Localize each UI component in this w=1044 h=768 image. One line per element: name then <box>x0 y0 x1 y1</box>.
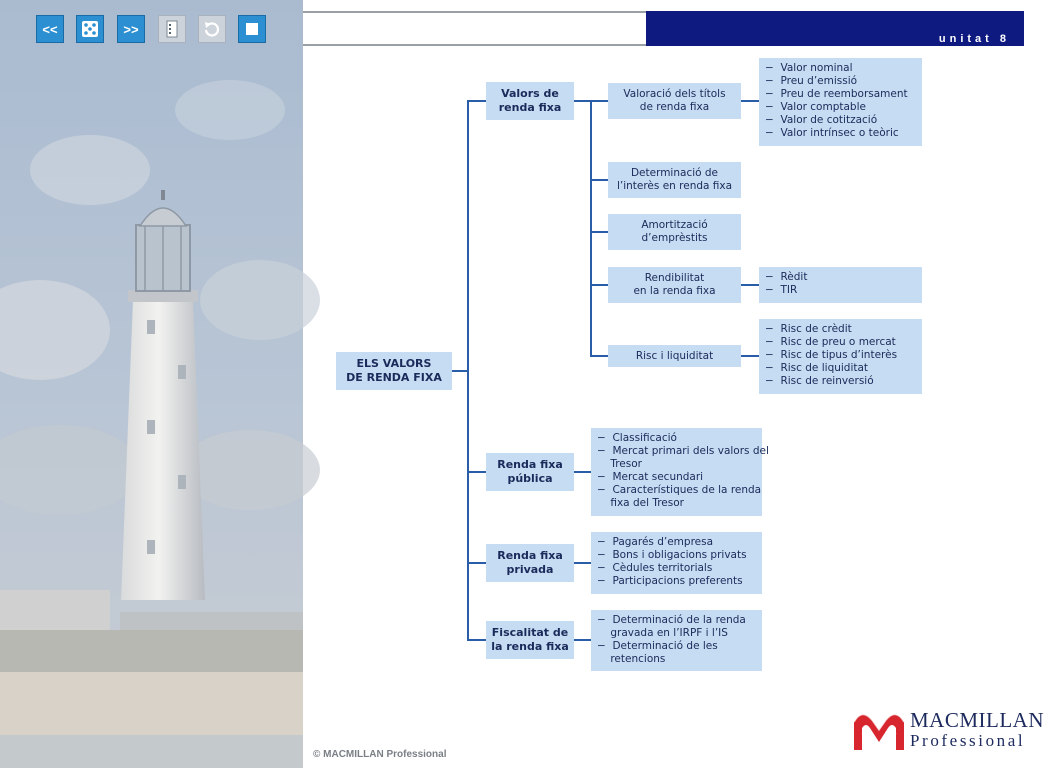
list-valoracio <box>759 58 922 146</box>
root-line1: ELS VALORS <box>356 357 432 370</box>
list-privada <box>591 532 762 594</box>
node-privada <box>486 544 574 582</box>
node-amortitzacio <box>608 214 741 250</box>
macmillan-logo <box>852 706 1044 756</box>
root-line2: DE RENDA FIXA <box>346 371 442 384</box>
connector <box>467 562 486 564</box>
valors-line2: renda fixa <box>498 101 562 114</box>
list-publica <box>591 428 769 516</box>
connector <box>467 471 486 473</box>
header-rule-top <box>303 11 646 13</box>
index-icon <box>164 20 180 38</box>
rendibilitat-line1: Rendibilitat <box>644 272 705 284</box>
connector <box>741 284 759 286</box>
privada-line1: Renda fixa <box>497 549 563 562</box>
publica-line2: pública <box>507 472 553 485</box>
list-item: − Mercat primari dels valors del <box>597 445 769 457</box>
node-valors <box>486 82 574 120</box>
connector <box>574 562 591 564</box>
macmillan-logo-icon <box>852 706 906 754</box>
privada-line2: privada <box>506 563 554 576</box>
node-publica <box>486 453 574 491</box>
unit-header <box>646 11 1024 46</box>
list-item: − Valor de cotització <box>765 114 878 126</box>
list-item: fixa del Tresor <box>597 497 684 509</box>
node-valoracio <box>608 83 741 119</box>
back-button[interactable] <box>198 15 226 43</box>
node-risc <box>608 345 741 367</box>
list-item: − Mercat secundari <box>597 471 704 483</box>
logo-line1: MACMILLAN <box>910 708 1044 732</box>
determinacio-line2: l’interès en renda fixa <box>616 180 733 192</box>
connector <box>590 284 608 286</box>
list-item: − Valor comptable <box>765 101 866 113</box>
rendibilitat-line2: en la renda fixa <box>633 285 716 297</box>
list-item: − Determinació de les <box>597 640 718 652</box>
list-item: − Determinació de la renda <box>597 614 746 626</box>
menu-button[interactable] <box>76 15 104 43</box>
list-item: − Cèdules territorials <box>597 562 713 574</box>
list-rendibilitat <box>759 267 922 303</box>
lighthouse-photo <box>0 0 303 768</box>
amortitzacio-line2: d’emprèstits <box>641 232 708 244</box>
list-item: − Valor nominal <box>765 62 853 74</box>
dice-menu-icon <box>81 20 99 38</box>
list-item: − Participacions preferents <box>597 575 743 587</box>
valoracio-line1: Valoració dels títols <box>623 88 726 100</box>
prev-button[interactable]: << <box>36 15 64 43</box>
node-fiscalitat <box>486 621 574 659</box>
connector <box>590 100 608 102</box>
undo-icon <box>203 20 221 38</box>
valoracio-line2: de renda fixa <box>639 101 710 113</box>
list-item: Tresor <box>597 458 642 470</box>
connector <box>590 179 608 181</box>
connector <box>741 100 759 102</box>
copyright-text: © MACMILLAN Professional <box>313 749 447 760</box>
connector <box>590 231 608 233</box>
connector <box>590 100 592 357</box>
list-item: − Risc de preu o mercat <box>765 336 896 348</box>
list-item: retencions <box>597 653 666 665</box>
fiscalitat-line1: Fiscalitat de <box>491 626 569 639</box>
unit-label: unitat 8 <box>938 33 1010 45</box>
list-item: − Risc de reinversió <box>765 375 874 387</box>
list-item: − Risc de tipus d’interès <box>765 349 898 361</box>
list-item: − TIR <box>765 284 798 296</box>
determinacio-line1: Determinació de <box>630 167 719 179</box>
stop-button[interactable] <box>238 15 266 43</box>
index-button[interactable] <box>158 15 186 43</box>
list-item: − Rèdit <box>765 271 808 283</box>
list-item: − Bons i obligacions privats <box>597 549 747 561</box>
list-fiscalitat <box>591 610 762 671</box>
risc-label: Risc i liquiditat <box>635 349 714 362</box>
list-risc <box>759 319 922 394</box>
list-item: − Preu de reemborsament <box>765 88 908 100</box>
stop-icon <box>245 22 259 36</box>
connector <box>590 355 608 357</box>
fiscalitat-line2: la renda fixa <box>491 640 569 653</box>
publica-line1: Renda fixa <box>497 458 563 471</box>
logo-line2: Professional <box>910 731 1026 750</box>
connector <box>741 355 759 357</box>
node-determinacio <box>608 162 741 198</box>
list-item: − Característiques de la renda <box>597 484 762 496</box>
list-item: − Risc de liquiditat <box>765 362 869 374</box>
list-item: − Pagarés d’empresa <box>597 536 714 548</box>
list-item: gravada en l’IRPF i l’IS <box>597 627 728 639</box>
next-button[interactable]: >> <box>117 15 145 43</box>
list-item: − Classificació <box>597 432 677 444</box>
list-item: − Valor intrínsec o teòric <box>765 127 899 139</box>
connector <box>467 100 486 102</box>
root-node <box>336 352 452 390</box>
node-rendibilitat <box>608 267 741 303</box>
valors-line1: Valors de <box>501 87 559 100</box>
list-item: − Preu d’emissió <box>765 75 858 87</box>
header-rule-bottom <box>303 44 646 46</box>
list-item: − Risc de crèdit <box>765 323 852 335</box>
connector <box>574 471 591 473</box>
connector <box>467 639 486 641</box>
amortitzacio-line1: Amortització <box>641 219 708 231</box>
connector <box>574 639 591 641</box>
connector <box>467 100 469 641</box>
